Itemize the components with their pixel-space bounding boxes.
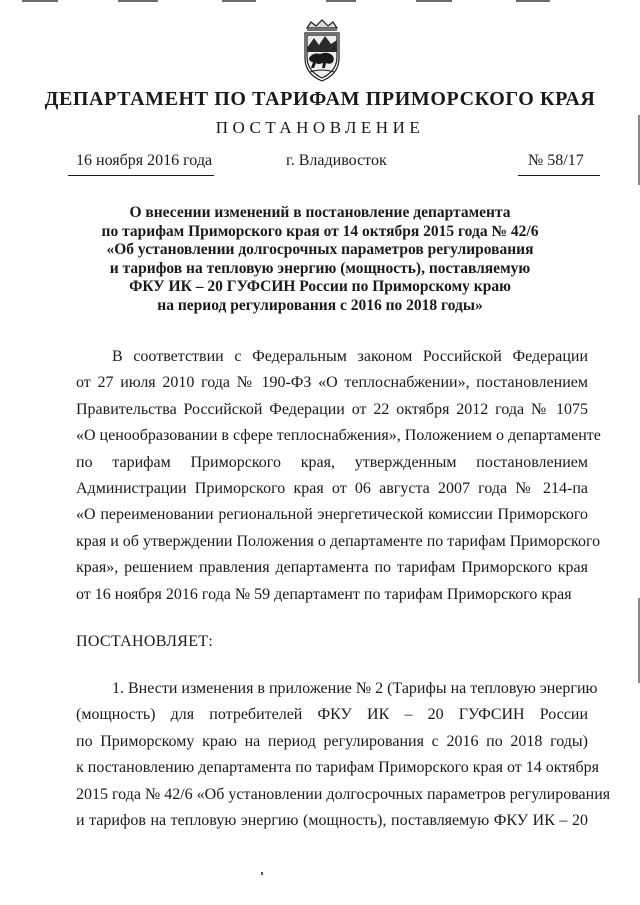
scan-mark: [22, 0, 58, 2]
preamble-paragraph: [76, 344, 601, 608]
paragraph-line: 2015 года № 42/6 «Об установлении долгосрочных параметров регулирования: [76, 785, 611, 803]
scan-mark: [326, 0, 356, 2]
document-city: г. Владивосток: [286, 152, 387, 169]
coat-of-arms-emblem: [298, 18, 346, 84]
scan-mark: [222, 0, 256, 2]
number-underline: [518, 175, 600, 176]
paragraph-line: Правительства Российской Федерации от 22 октября 2012 года № 1075: [76, 400, 588, 418]
scan-mark: [118, 0, 158, 2]
decree-heading: ПОСТАНОВЛЯЕТ:: [76, 633, 214, 650]
subject-line: ФКУ ИК – 20 ГУФСИН России по Приморскому краю: [129, 278, 511, 295]
paragraph-line: по Приморскому краю на период регулирования с 2016 по 2018 годы): [76, 732, 588, 750]
date-underline: [68, 175, 214, 176]
paragraph-line: по тарифам Приморского края, утвержденным постановлением: [76, 453, 588, 471]
paragraph-line: и тарифов на тепловую энергию (мощность), поставляемую ФКУ ИК – 20: [76, 812, 588, 830]
scan-mark: [516, 0, 550, 2]
document-date: 16 ноября 2016 года: [76, 152, 213, 169]
paragraph-line: «О ценообразовании в сфере теплоснабжения», Положением о департаменте: [76, 427, 601, 445]
subject-line: по тарифам Приморского края от 14 октября 2015 года № 42/6: [101, 222, 539, 240]
document-number: № 58/17: [528, 152, 584, 169]
document-type: ПОСТАНОВЛЕНИЕ: [215, 118, 425, 137]
subject-line: О внесении изменений в постановление департамента: [129, 204, 511, 221]
paragraph-line: Администрации Приморского края от 06 августа 2007 года № 214-па: [76, 480, 588, 498]
paragraph-line: В соответствии с Федеральным законом Российской Федерации: [112, 348, 588, 365]
clause-paragraph: [76, 676, 611, 834]
paragraph-line: от 16 ноября 2016 года № 59 департамент по тарифам Приморского края: [76, 585, 572, 603]
subject-line: и тарифов на тепловую энергию (мощность), поставляемую: [109, 259, 531, 277]
paragraph-line: от 27 июля 2010 года № 190-ФЗ «О теплоснабжении», постановлением: [76, 374, 588, 392]
paragraph-line: (мощность) для потребителей ФКУ ИК – 20 ГУФСИН России: [76, 706, 588, 724]
paragraph-line: края и об утверждении Положения о департаменте по тарифам Приморского: [76, 532, 601, 550]
paragraph-line: 1. Внести изменения в приложение № 2 (Тарифы на тепловую энергию: [112, 680, 598, 697]
subject-line: «Об установлении долгосрочных параметров регулирования: [106, 241, 534, 258]
scan-mark: [416, 0, 452, 2]
paragraph-line: к постановлению департамента по тарифам Приморского края от 14 октября: [76, 759, 599, 777]
document-subject: [60, 204, 580, 315]
subject-line: на период регулирования с 2016 по 2018 годы»: [157, 296, 483, 314]
paragraph-line: «О переименовании региональной энергетической комиссии Приморского: [76, 506, 588, 524]
scan-speck: [261, 872, 263, 875]
department-title: ДЕПАРТАМЕНТ ПО ТАРИФАМ ПРИМОРСКОГО КРАЯ: [44, 88, 596, 110]
paragraph-line: края», решением правления департамента по тарифам Приморского края: [76, 559, 588, 577]
